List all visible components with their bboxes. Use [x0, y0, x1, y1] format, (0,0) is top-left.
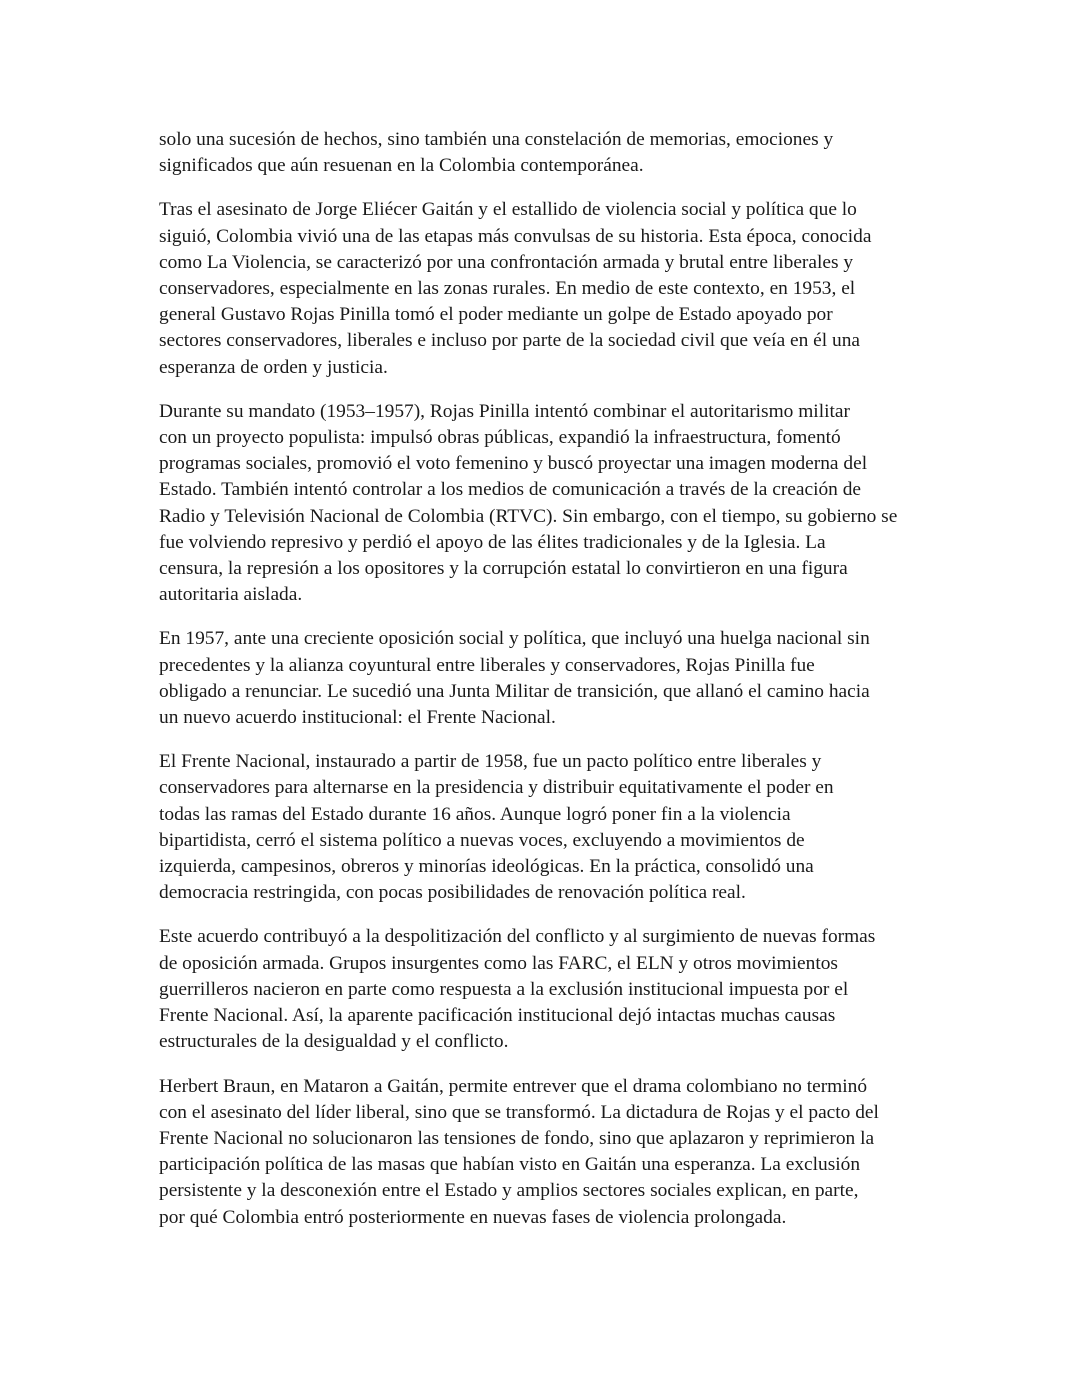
- text-line: precedentes y la alianza coyuntural entre liberales y conservadores, Rojas Pinilla fue: [159, 654, 815, 676]
- text-line: Estado. También intentó controlar a los medios de comunicación a través de la creación de: [159, 479, 862, 501]
- text-line: sectores conservadores, liberales e incluso por parte de la sociedad civil que veía en él una: [159, 330, 861, 352]
- text-line: Frente Nacional no solucionaron las tensiones de fondo, sino que aplazaron y reprimieron la: [159, 1127, 875, 1149]
- text-line: bipartidista, cerró el sistema político a nuevas voces, excluyendo a movimientos de: [159, 829, 805, 851]
- text-line: censura, la represión a los opositores y la corrupción estatal lo convirtieron en una figura: [159, 558, 848, 580]
- text-line: Frente Nacional. Así, la aparente pacificación institucional dejó intactas muchas causas: [159, 1005, 836, 1027]
- text-line: izquierda, campesinos, obreros y minorías ideológicas. En la práctica, consolidó una: [159, 856, 814, 878]
- text-line: Herbert Braun, en Mataron a Gaitán, permite entrever que el drama colombiano no terminó: [159, 1075, 868, 1097]
- text-line: general Gustavo Rojas Pinilla tomó el poder mediante un golpe de Estado apoyado por: [159, 304, 833, 326]
- text-line: guerrilleros nacieron en parte como respuesta a la exclusión institucional impuesta por el: [159, 978, 849, 1000]
- paragraph-7: [159, 1074, 931, 1231]
- text-line: significados que aún resuenan en la Colombia contemporánea.: [159, 155, 644, 177]
- text-line: programas sociales, promovió el voto femenino y buscó proyectar una imagen moderna del: [159, 453, 868, 475]
- text-line: siguió, Colombia vivió una de las etapas más convulsas de su historia. Esta época, conocida: [159, 225, 872, 247]
- text-line: solo una sucesión de hechos, sino también una constelación de memorias, emociones y: [159, 129, 834, 150]
- text-line: conservadores, especialmente en las zonas rurales. En medio de este contexto, en 1953, el: [159, 278, 856, 300]
- text-line: todas las ramas del Estado durante 16 años. Aunque logró poner fin a la violencia: [159, 803, 791, 825]
- text-line: un nuevo acuerdo institucional: el Frente Nacional.: [159, 707, 556, 729]
- text-line: esperanza de orden y justicia.: [159, 356, 388, 378]
- text-line: obligado a renunciar. Le sucedió una Junta Militar de transición, que allanó el camino hacia: [159, 680, 870, 702]
- text-line: con el asesinato del líder liberal, sino que se transformó. La dictadura de Rojas y el pacto del: [159, 1101, 879, 1123]
- document-body: [159, 127, 931, 1249]
- text-line: autoritaria aislada.: [159, 584, 303, 606]
- text-line: como La Violencia, se caracterizó por una confrontación armada y brutal entre liberales y: [159, 251, 854, 273]
- paragraph-3: [159, 399, 931, 609]
- paragraph-4: [159, 626, 931, 731]
- paragraph-1: [159, 127, 931, 179]
- paragraph-5: [159, 749, 931, 906]
- text-line: fue volviendo represivo y perdió el apoyo de las élites tradicionales y de la Iglesia. La: [159, 531, 826, 553]
- text-line: Radio y Televisión Nacional de Colombia (RTVC). Sin embargo, con el tiempo, su gobierno se: [159, 505, 898, 527]
- paragraph-2: [159, 197, 931, 380]
- paragraph-6: [159, 924, 931, 1055]
- text-line: Durante su mandato (1953–1957), Rojas Pinilla intentó combinar el autoritarismo militar: [159, 400, 850, 422]
- text-line: El Frente Nacional, instaurado a partir de 1958, fue un pacto político entre liberales y: [159, 751, 822, 773]
- text-line: democracia restringida, con pocas posibilidades de renovación política real.: [159, 882, 746, 904]
- text-line: Este acuerdo contribuyó a la despolitización del conflicto y al surgimiento de nuevas formas: [159, 926, 876, 948]
- text-line: por qué Colombia entró posteriormente en nuevas fases de violencia prolongada.: [159, 1206, 787, 1228]
- text-line: de oposición armada. Grupos insurgentes como las FARC, el ELN y otros movimientos: [159, 952, 838, 974]
- text-line: Tras el asesinato de Jorge Eliécer Gaitán y el estallido de violencia social y política que lo: [159, 199, 857, 221]
- text-line: conservadores para alternarse en la presidencia y distribuir equitativamente el poder en: [159, 777, 834, 799]
- text-line: con un proyecto populista: impulsó obras públicas, expandió la infraestructura, fomentó: [159, 427, 841, 449]
- text-line: participación política de las masas que habían visto en Gaitán una esperanza. La exclusión: [159, 1154, 861, 1176]
- text-line: En 1957, ante una creciente oposición social y política, que incluyó una huelga nacional sin: [159, 628, 870, 650]
- text-line: persistente y la desconexión entre el Estado y amplios sectores sociales explican, en parte,: [159, 1180, 859, 1202]
- text-line: estructurales de la desigualdad y el conflicto.: [159, 1031, 509, 1053]
